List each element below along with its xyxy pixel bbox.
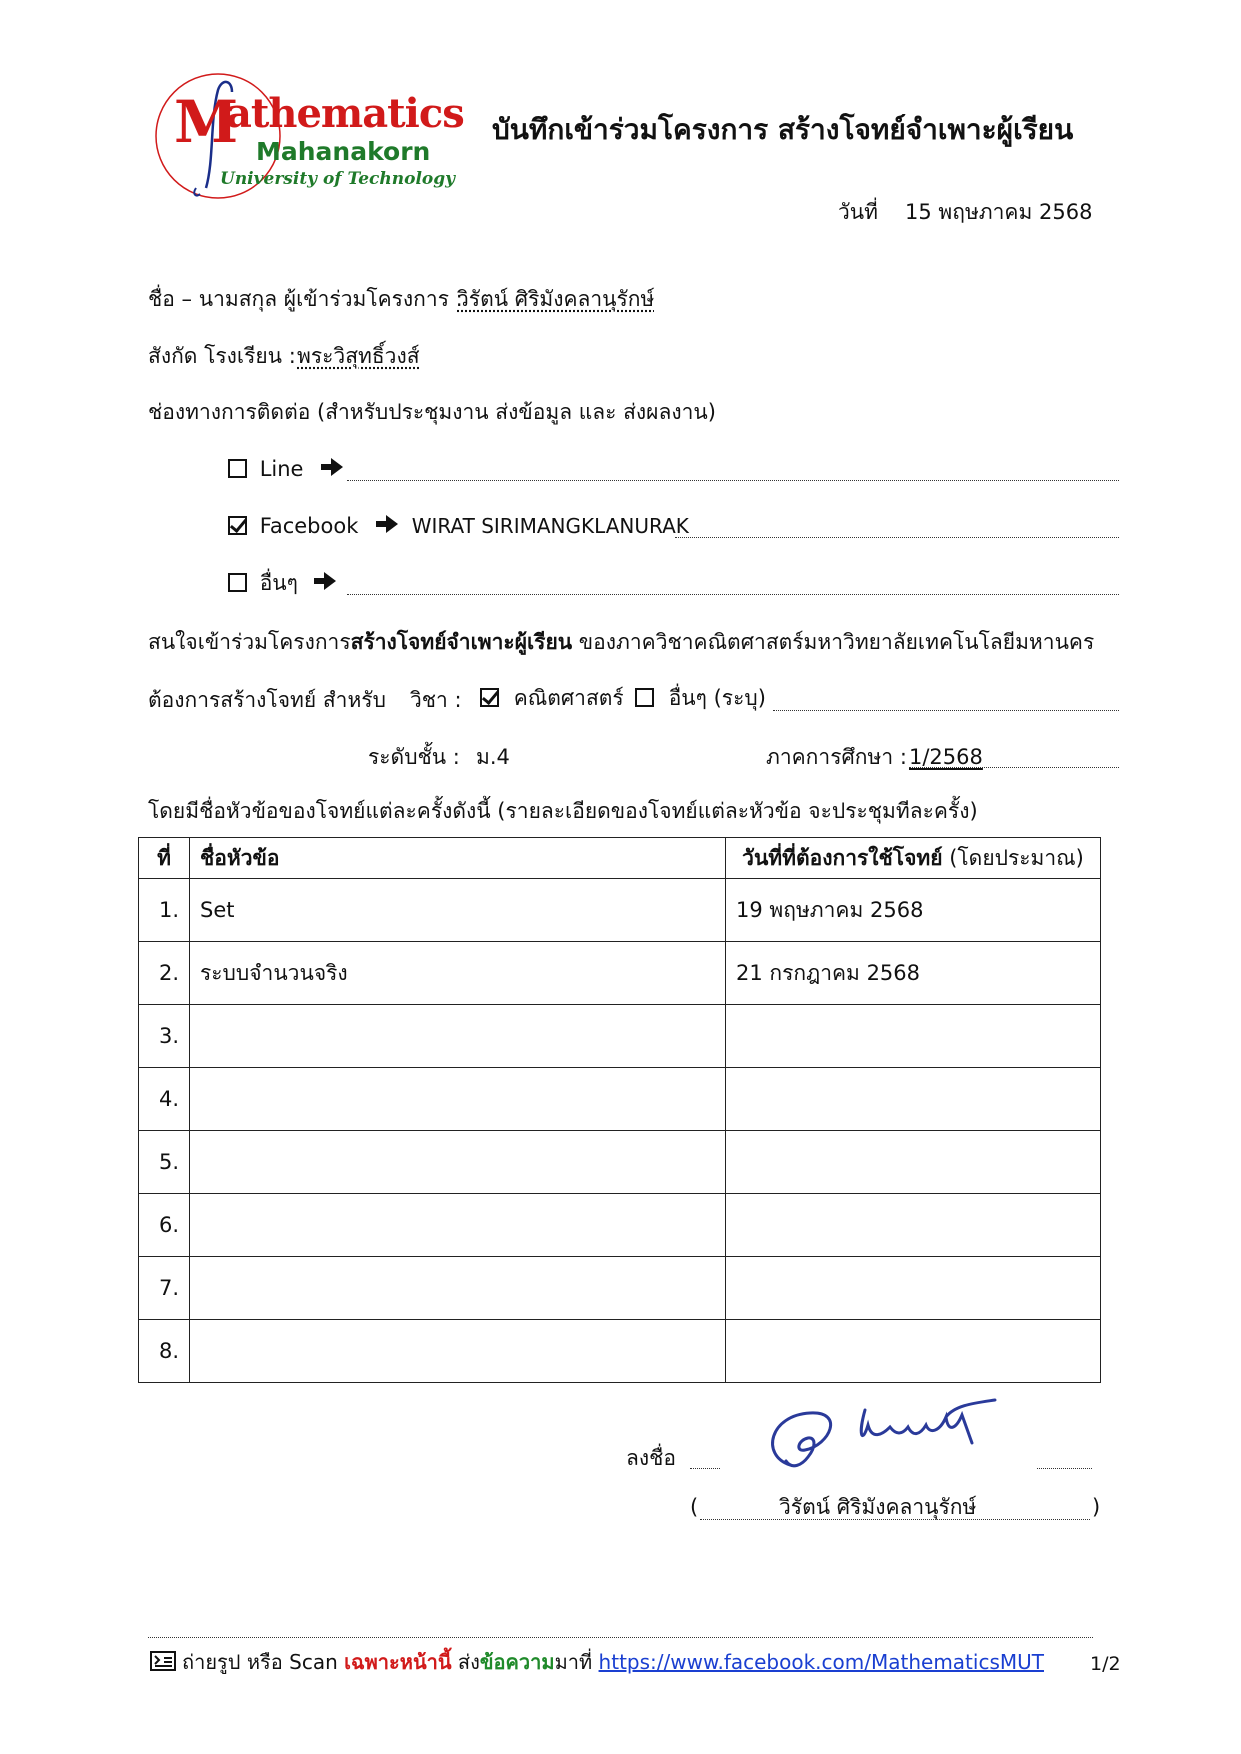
- row-date[interactable]: 21 กรกฎาคม 2568: [726, 942, 1101, 1005]
- topics-intro: โดยมีชื่อหัวข้อของโจทย์แต่ละครั้งดังนี้ (รายละเอียดของโจทย์แต่ละหัวข้อ จะประชุมทีละครั้ง): [148, 799, 978, 823]
- signature-line-right: [1037, 1468, 1092, 1469]
- col-header-no: ที่: [139, 838, 190, 879]
- other-subject-input[interactable]: [773, 710, 1119, 711]
- school-value: พระวิสุทธิ์วงส์: [297, 344, 420, 368]
- subject-label: ต้องการสร้างโจทย์ สำหรับ: [148, 688, 386, 712]
- arrow-right-icon: [313, 571, 337, 591]
- table-row: [139, 1068, 1101, 1131]
- row-no: 3.: [139, 1005, 190, 1068]
- logo-university: University of Technology: [220, 169, 456, 189]
- contact-heading: ช่องทางการติดต่อ (สำหรับประชุมงาน ส่งข้อมูล และ ส่งผลงาน): [148, 400, 716, 424]
- row-date[interactable]: [726, 1005, 1101, 1068]
- facebook-input[interactable]: [675, 537, 1119, 538]
- subject-field-label: วิชา :: [410, 688, 462, 712]
- term-label: ภาคการศึกษา :: [766, 745, 907, 769]
- table-row: [139, 1131, 1101, 1194]
- signature-name-line: [700, 1519, 1090, 1520]
- facebook-value: WIRAT SIRIMANGKLANURAK: [411, 514, 689, 538]
- table-row: [139, 879, 1101, 942]
- row-title[interactable]: [190, 1131, 726, 1194]
- row-title[interactable]: [190, 1194, 726, 1257]
- math-label: คณิตศาสตร์: [513, 686, 624, 710]
- logo-letter-m: M: [174, 88, 239, 156]
- document-icon: [150, 1651, 176, 1671]
- date-label: วันที่: [838, 200, 878, 224]
- footer-text1: ถ่ายรูป หรือ Scan: [182, 1650, 345, 1674]
- row-no: 7.: [139, 1257, 190, 1320]
- signature-printed-name: วิรัตน์ ศิริมังคลานุรักษ์: [779, 1495, 977, 1519]
- contact-other-option[interactable]: [228, 569, 337, 597]
- footer-green-text: ข้อความ: [479, 1650, 555, 1674]
- row-date[interactable]: [726, 1194, 1101, 1257]
- interest-prefix: สนใจเข้าร่วมโครงการ: [148, 630, 351, 654]
- page-title: บันทึกเข้าร่วมโครงการ สร้างโจทย์จำเพาะผู้เรียน: [492, 113, 1074, 146]
- term-input[interactable]: [909, 767, 1119, 768]
- interest-suffix: ของภาควิชาคณิตศาสตร์มหาวิทยาลัยเทคโนโลยีมหานคร: [572, 630, 1095, 654]
- facebook-link[interactable]: https://www.facebook.com/MathematicsMUT: [598, 1650, 1044, 1674]
- subject-math-option[interactable]: [480, 684, 624, 712]
- footer-note: [150, 1648, 1044, 1676]
- subject-other-option[interactable]: [635, 684, 766, 712]
- math-checkbox[interactable]: [480, 688, 499, 707]
- row-no: 5.: [139, 1131, 190, 1194]
- line-checkbox[interactable]: [228, 459, 247, 478]
- signature-line-left: [690, 1468, 720, 1469]
- row-title[interactable]: [190, 1257, 726, 1320]
- row-no: 4.: [139, 1068, 190, 1131]
- row-title[interactable]: ระบบจำนวนจริง: [190, 942, 726, 1005]
- interest-sentence: [148, 628, 1094, 656]
- other-contact-input[interactable]: [347, 594, 1119, 595]
- facebook-label: Facebook: [259, 514, 359, 538]
- row-no: 1.: [139, 879, 190, 942]
- col-header-date: [726, 838, 1101, 879]
- interest-project: สร้างโจทย์จำเพาะผู้เรียน: [350, 630, 573, 654]
- name-value: วิรัตน์ ศิริมังคลานุรักษ์: [457, 287, 655, 311]
- row-no: 6.: [139, 1194, 190, 1257]
- row-title[interactable]: [190, 1068, 726, 1131]
- table-row: [139, 942, 1101, 1005]
- table-row: [139, 1257, 1101, 1320]
- other-contact-checkbox[interactable]: [228, 573, 247, 592]
- footer-divider: [148, 1637, 1093, 1638]
- footer-text2: ส่ง: [451, 1650, 480, 1674]
- page-number: 1/2: [1090, 1653, 1121, 1675]
- other-subject-label: อื่นๆ (ระบุ): [668, 686, 766, 710]
- row-title[interactable]: [190, 1320, 726, 1383]
- contact-line-option[interactable]: [228, 455, 344, 483]
- handwritten-signature: [750, 1395, 1030, 1490]
- col-header-date-bold: วันที่ที่ต้องการใช้โจทย์: [742, 845, 943, 870]
- footer-text3: มาที่: [554, 1650, 599, 1674]
- col-header-date-note: (โดยประมาณ): [942, 845, 1084, 870]
- facebook-checkbox[interactable]: [228, 516, 247, 535]
- contact-facebook-option[interactable]: [228, 512, 689, 540]
- arrow-right-icon: [320, 457, 344, 477]
- signature-label: ลงชื่อ: [626, 1446, 676, 1470]
- row-date[interactable]: 19 พฤษภาคม 2568: [726, 879, 1101, 942]
- footer-red-text: เฉพาะหน้านี้: [344, 1650, 452, 1674]
- term-value: 1/2568: [909, 745, 983, 769]
- row-date[interactable]: [726, 1131, 1101, 1194]
- row-title[interactable]: [190, 1005, 726, 1068]
- row-date[interactable]: [726, 1068, 1101, 1131]
- row-no: 8.: [139, 1320, 190, 1383]
- line-input[interactable]: [347, 480, 1119, 481]
- col-header-title: ชื่อหัวข้อ: [190, 838, 726, 879]
- row-no: 2.: [139, 942, 190, 1005]
- arrow-right-icon: [375, 514, 399, 534]
- row-date[interactable]: [726, 1257, 1101, 1320]
- table-row: [139, 1005, 1101, 1068]
- name-label: ชื่อ – นามสกุล ผู้เข้าร่วมโครงการ :: [148, 287, 463, 311]
- topics-table: [138, 837, 1101, 1383]
- level-value: ม.4: [476, 745, 510, 769]
- logo-mahanakorn: Mahanakorn: [256, 137, 431, 166]
- signature-close-paren: ): [1092, 1495, 1101, 1519]
- table-row: [139, 1194, 1101, 1257]
- logo-mathematics: athematics: [226, 90, 464, 137]
- table-header-row: [139, 838, 1101, 879]
- signature-open-paren: (: [690, 1495, 699, 1519]
- other-contact-label: อื่นๆ: [259, 571, 298, 595]
- other-subject-checkbox[interactable]: [635, 688, 654, 707]
- row-date[interactable]: [726, 1320, 1101, 1383]
- line-label: Line: [259, 457, 304, 481]
- date-value: 15 พฤษภาคม 2568: [905, 200, 1093, 224]
- logo: [148, 70, 493, 205]
- row-title[interactable]: Set: [190, 879, 726, 942]
- level-label: ระดับชั้น :: [368, 745, 460, 769]
- table-row: [139, 1320, 1101, 1383]
- school-label: สังกัด โรงเรียน :: [148, 344, 296, 368]
